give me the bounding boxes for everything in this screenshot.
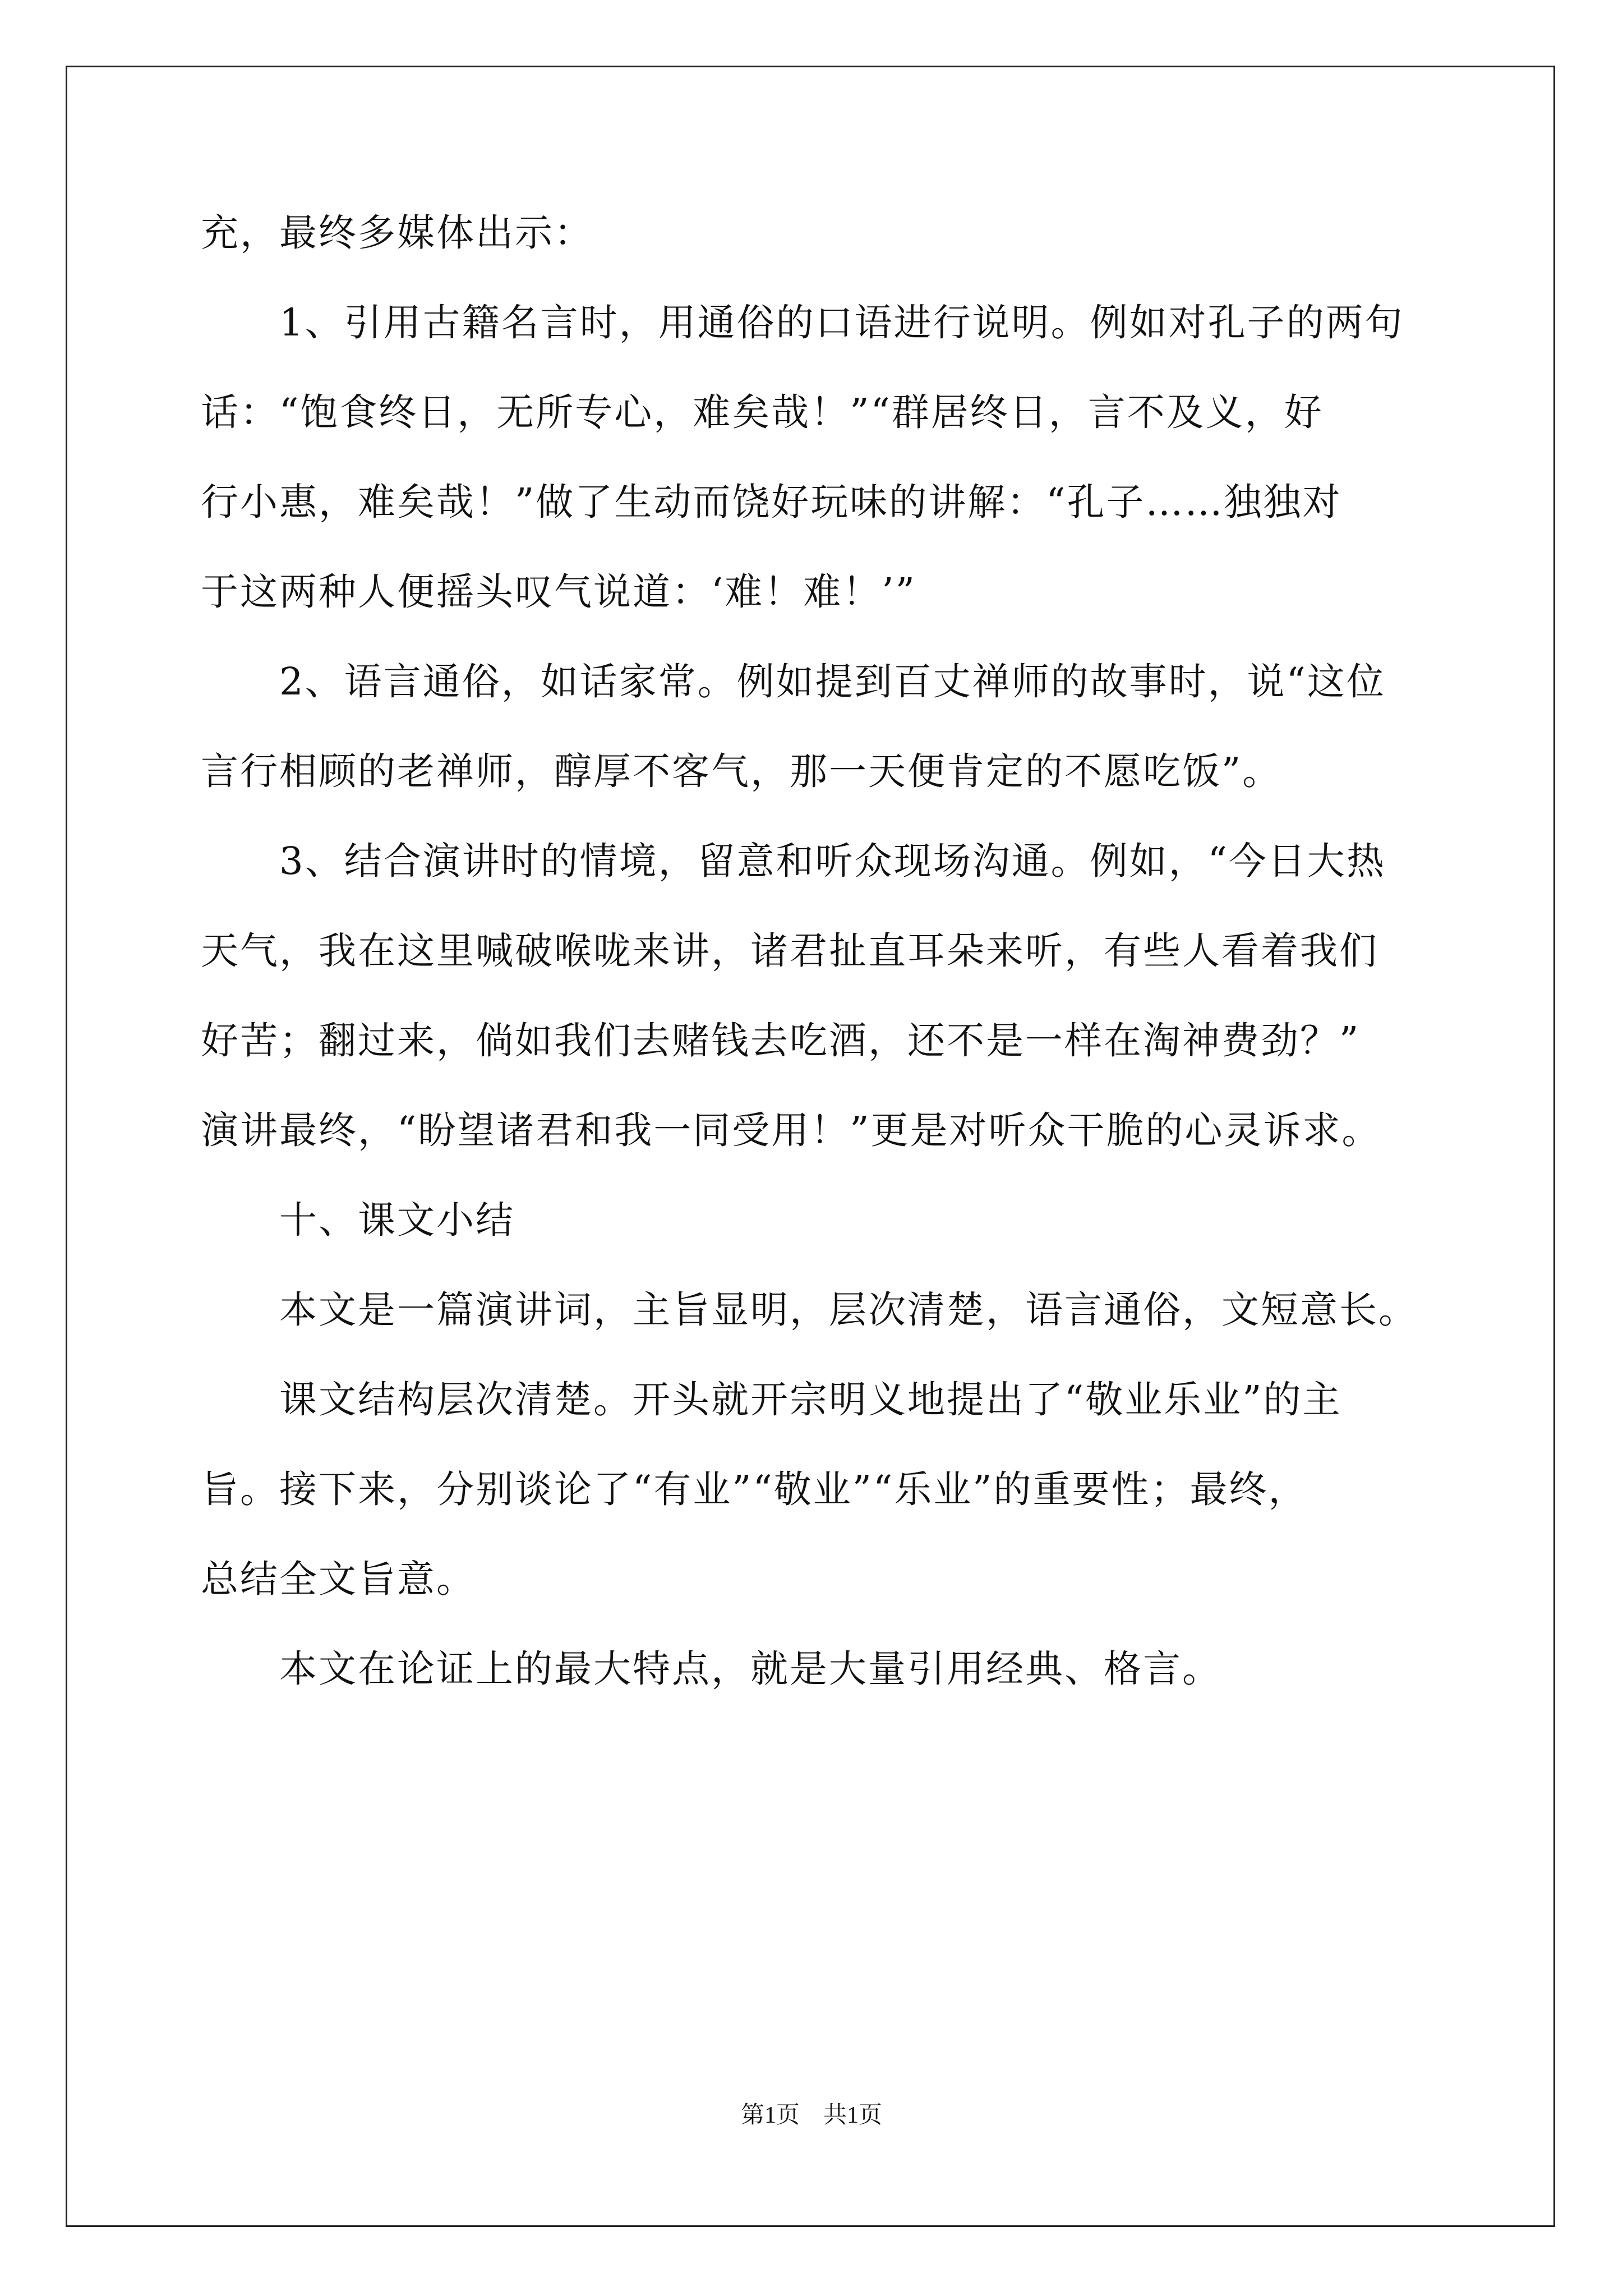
- text-line: 言行相顾的老禅师，醇厚不客气，那一天便肯定的不愿吃饭”。: [201, 749, 1282, 793]
- text-line: 本文是一篇演讲词，主旨显明，层次清楚，语言通俗，文短意长。: [201, 1288, 1418, 1332]
- text-line: 2、语言通俗，如话家常。例如提到百丈禅师的故事时，说“这位: [201, 660, 1386, 703]
- text-line: 1、引用古籍名言时，用通俗的口语进行说明。例如对孔子的两句: [201, 301, 1404, 344]
- text-line: 旨。接下来，分别谈论了“有业”“敬业”“乐业”的重要性；最终，: [201, 1467, 1308, 1511]
- text-line: 好苦；翻过来，倘如我们去赌钱去吃酒，还不是一样在淘神费劲？”: [201, 1019, 1361, 1062]
- text-line: 话：“饱食终日，无所专心，难矣哉！”“群居终日，言不及义，好: [201, 390, 1324, 434]
- text-line: 天气，我在这里喊破喉咙来讲，诸君扯直耳朵来听，有些人看着我们: [201, 929, 1378, 973]
- text-line: 本文在论证上的最大特点，就是大量引用经典、格言。: [201, 1647, 1221, 1691]
- page-number-footer: 第1页 共1页: [740, 2102, 882, 2128]
- text-line: 演讲最终，“盼望诸君和我一同受用！”更是对听众干脆的心灵诉求。: [201, 1108, 1381, 1152]
- text-line: 总结全文旨意。: [201, 1557, 476, 1601]
- text-line: 行小惠，难矣哉！”做了生动而饶好玩味的讲解：“孔子……独独对: [201, 480, 1342, 524]
- text-line: 于这两种人便摇头叹气说道：‘难！难！’”: [201, 570, 916, 614]
- text-line: 3、结合演讲时的情境，留意和听众现场沟通。例如，“今日大热: [201, 839, 1386, 883]
- section-heading: 十、课文小结: [201, 1198, 515, 1242]
- document-body: [201, 211, 1435, 1740]
- text-line: 课文结构层次清楚。开头就开宗明义地提出了“敬业乐业”的主: [201, 1378, 1342, 1421]
- text-line: 充，最终多媒体出示：: [201, 211, 593, 255]
